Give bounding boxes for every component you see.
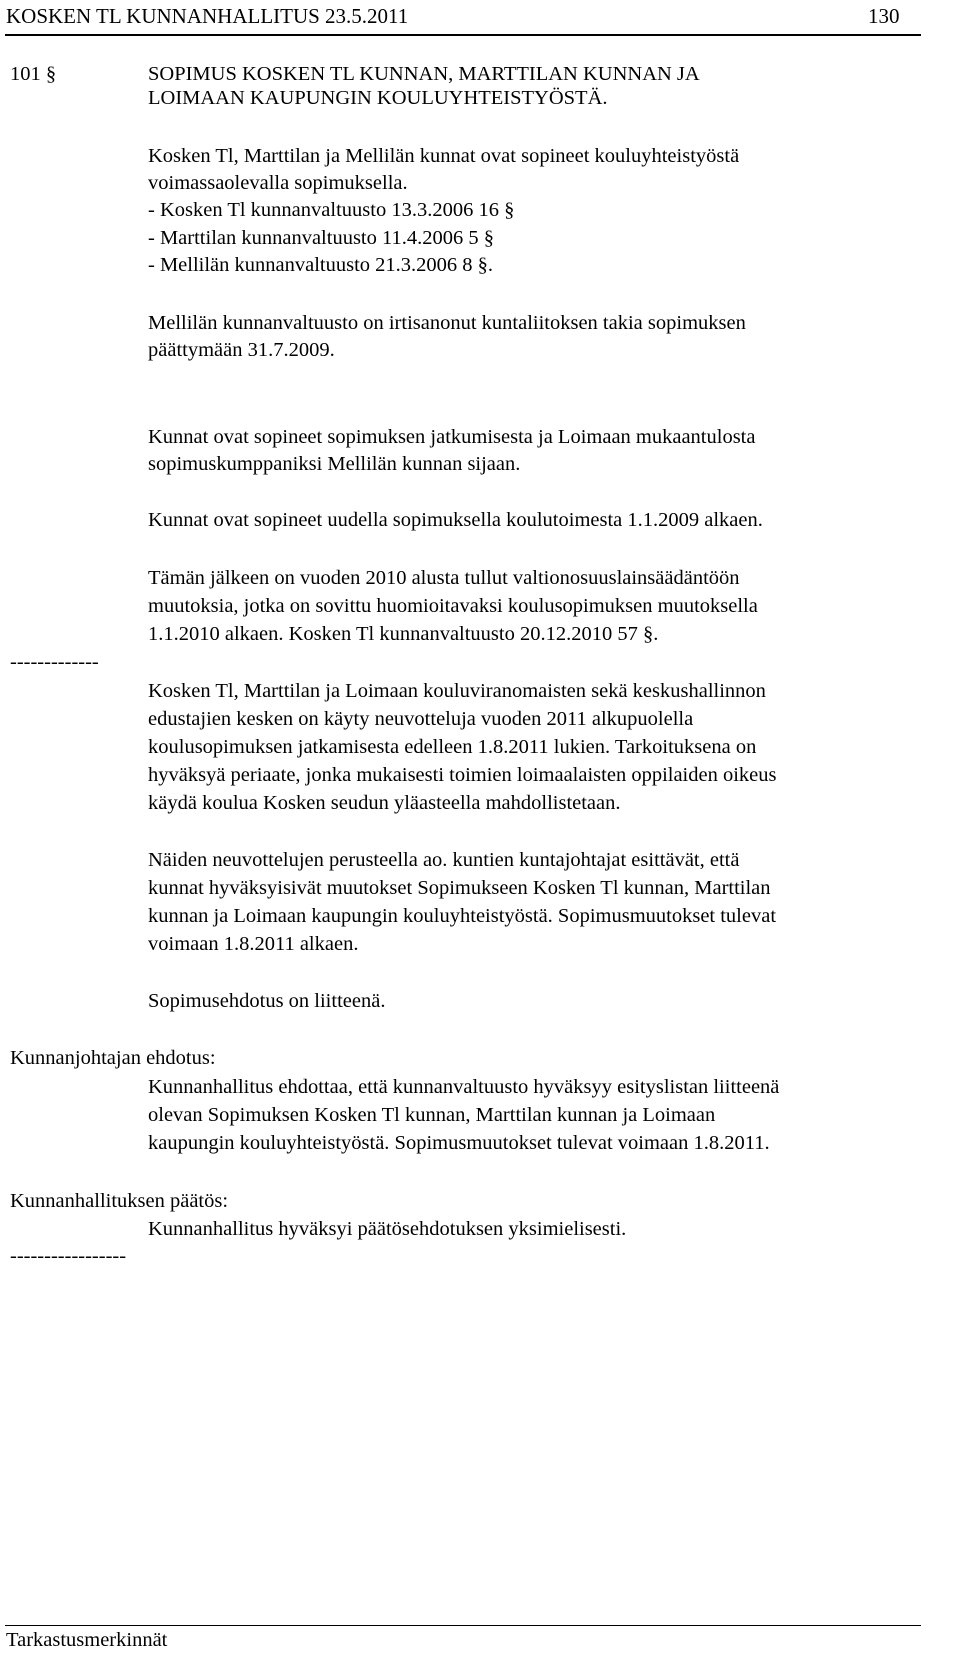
decision-item: - Kosken Tl kunnanvaltuusto 13.3.2006 16 §: [148, 199, 515, 221]
separator-dashes: -----------------: [10, 1245, 127, 1267]
paragraph-line: Kosken Tl, Marttilan ja Loimaan kouluviranomaisten sekä keskushallinnon: [148, 680, 766, 702]
decision-item: - Mellilän kunnanvaltuusto 21.3.2006 8 §.: [148, 254, 494, 276]
paragraph-line: kunnat hyväksyisivät muutokset Sopimukseen Kosken Tl kunnan, Marttilan: [148, 877, 771, 899]
paragraph-line: päättymään 31.7.2009.: [148, 339, 335, 361]
footer-divider: [5, 1625, 921, 1626]
separator-dashes: -------------: [10, 651, 99, 673]
manager-proposal-line: olevan Sopimuksen Kosken Tl kunnan, Marttilan kunnan ja Loimaan: [148, 1104, 716, 1126]
paragraph-line: edustajien kesken on käyty neuvotteluja vuoden 2011 alkupuolella: [148, 708, 694, 730]
paragraph-line: kunnan ja Loimaan kaupungin kouluyhteistyöstä. Sopimusmuutokset tulevat: [148, 905, 777, 927]
paragraph-line: käydä koulua Kosken seudun yläasteella mahdollistetaan.: [148, 792, 621, 814]
page-header-title: KOSKEN TL KUNNANHALLITUS 23.5.2011: [6, 4, 409, 28]
intro-line: voimassaolevalla sopimuksella.: [148, 172, 408, 194]
paragraph-line: muutoksia, jotka on sovittu huomioitavaksi koulusopimuksen muutoksella: [148, 595, 758, 617]
paragraph-line: hyväksyä periaate, jonka mukaisesti toimien loimaalaisten oppilaiden oikeus: [148, 764, 777, 786]
footer-label: Tarkastusmerkinnät: [6, 1629, 168, 1651]
paragraph-line: Kunnat ovat sopineet uudella sopimuksella koulutoimesta 1.1.2009 alkaen.: [148, 509, 763, 531]
section-number: 101 §: [10, 63, 57, 85]
paragraph-line: 1.1.2010 alkaen. Kosken Tl kunnanvaltuusto 20.12.2010 57 §.: [148, 623, 659, 645]
section-title-line1: SOPIMUS KOSKEN TL KUNNAN, MARTTILAN KUNNAN JA: [148, 63, 700, 85]
paragraph-line: koulusopimuksen jatkamisesta edelleen 1.8.2011 lukien. Tarkoituksena on: [148, 736, 757, 758]
board-decision-label: Kunnanhallituksen päätös:: [10, 1190, 229, 1212]
paragraph-line: voimaan 1.8.2011 alkaen.: [148, 933, 359, 955]
paragraph-line: Mellilän kunnanvaltuusto on irtisanonut kuntaliitoksen takia sopimuksen: [148, 312, 746, 334]
intro-line: Kosken Tl, Marttilan ja Mellilän kunnat ovat sopineet kouluyhteistyöstä: [148, 145, 740, 167]
paragraph-line: sopimuskumppaniksi Mellilän kunnan sijaan.: [148, 453, 521, 475]
paragraph-line: Näiden neuvottelujen perusteella ao. kuntien kuntajohtajat esittävät, että: [148, 849, 740, 871]
section-title-line2: LOIMAAN KAUPUNGIN KOULUYHTEISTYÖSTÄ.: [148, 87, 608, 109]
attachment-note: Sopimusehdotus on liitteenä.: [148, 990, 386, 1012]
page-number: 130: [868, 4, 900, 28]
manager-proposal-label: Kunnanjohtajan ehdotus:: [10, 1047, 216, 1069]
manager-proposal-line: kaupungin kouluyhteistyöstä. Sopimusmuutokset tulevat voimaan 1.8.2011.: [148, 1132, 770, 1154]
board-decision-text: Kunnanhallitus hyväksyi päätösehdotuksen yksimielisesti.: [148, 1218, 627, 1240]
paragraph-line: Tämän jälkeen on vuoden 2010 alusta tullut valtionosuuslainsäädäntöön: [148, 567, 740, 589]
header-divider: [5, 34, 921, 36]
decision-item: - Marttilan kunnanvaltuusto 11.4.2006 5 §: [148, 227, 494, 249]
manager-proposal-line: Kunnanhallitus ehdottaa, että kunnanvaltuusto hyväksyy esityslistan liitteenä: [148, 1076, 780, 1098]
paragraph-line: Kunnat ovat sopineet sopimuksen jatkumisesta ja Loimaan mukaantulosta: [148, 426, 756, 448]
